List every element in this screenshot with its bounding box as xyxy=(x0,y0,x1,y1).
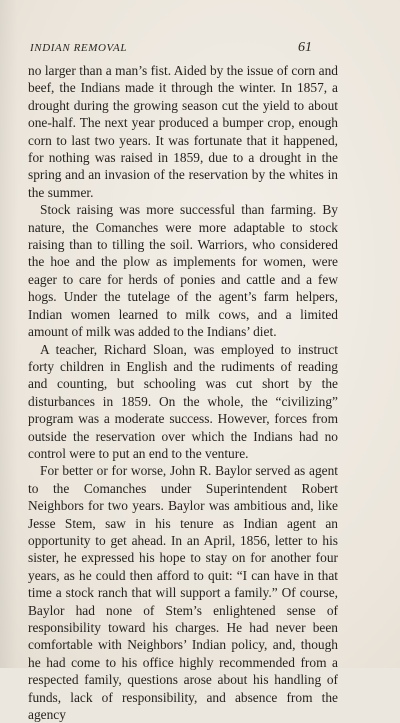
running-head xyxy=(30,40,312,60)
paragraph-continued: no larger than a man’s fist. Aided by the issue of corn and beef, the Indians made it through the winter. In 1857, a drought during the growing season cut the yield to about one-half. The next year produced a bumper crop, enough corn to last two years. It was fortunate that it happened, for nothing was raised in 1859, due to a drought in the spring and an invasion of the reservation by the whites in the summer. xyxy=(28,63,338,200)
paragraph-stock-raising: Stock raising was more successful than farming. By nature, the Comanches were more adaptable to stock raising than to tilling the soil. Warriors, who considered the hoe and the plow as implements for women, were eager to care for herds of ponies and cattle and a few hogs. Under the tutelage of the agent’s farm helpers, Indian women learned to milk cows, and a limited amount of milk was added to the Indians’ diet. xyxy=(28,202,338,340)
running-title: INDIAN REMOVAL xyxy=(30,42,128,54)
body-text xyxy=(28,62,338,723)
paragraph-baylor: For better or for worse, John R. Baylor served as agent to the Comanches under Superintendent Robert Neighbors for two years. Baylor was ambitious and, like Jesse Stem, saw in his tenure as Indian agent an opportunity to get ahead. In an April, 1856, letter to his sister, he expressed his hope to stay on for another four years, as he could then afford to quit: “I can have in that time a stock ranch that will support a family.” Of course, Baylor had none of Stem’s enlightened sense of responsibility toward his charges. He had never been comfortable with Neighbors’ Indian policy, and, though he had come to his office highly recommended from a respected family, questions arose about his handling of funds, lack of responsibility, and absence from the agency xyxy=(28,463,338,723)
paragraph-teacher: A teacher, Richard Sloan, was employed to instruct forty children in English and the rudiments of reading and counting, but schooling was cut short by the disturbances in 1859. On the whole, the “civilizing” program was a moderate success. However, forces from outside the reservation over which the Indians had no control were to put an end to the venture. xyxy=(28,341,338,461)
page-number: 61 xyxy=(298,40,312,55)
